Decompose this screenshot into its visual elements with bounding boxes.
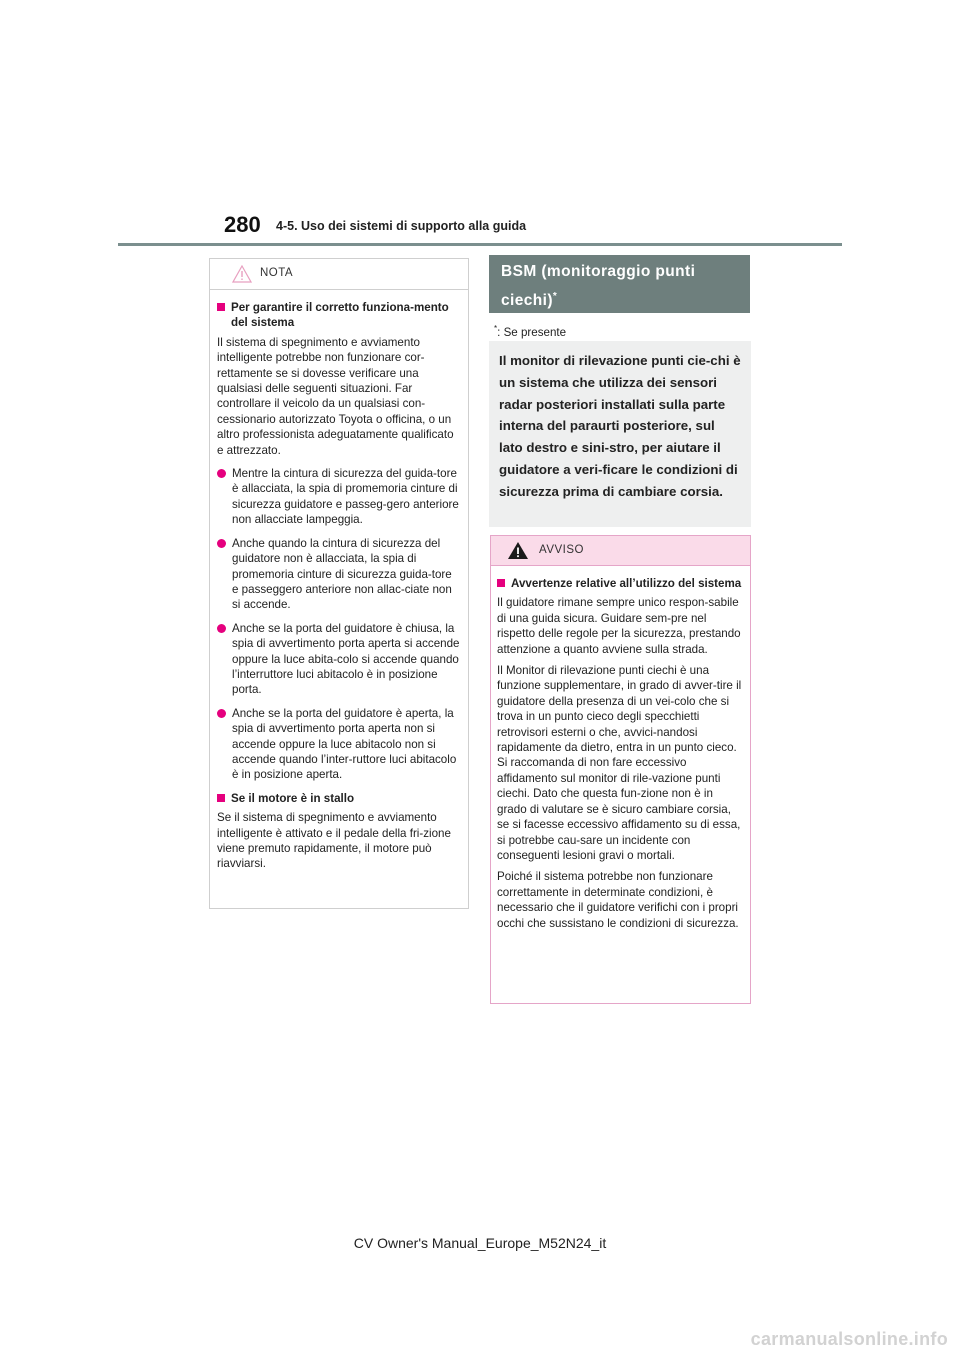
nota-label: NOTA <box>260 267 294 279</box>
avviso-label: AVVISO <box>539 544 584 556</box>
page-number: 280 <box>224 212 261 237</box>
avviso-paragraph: Poiché il sistema potrebbe non funzionare correttamente in determinate condizioni, è necessario che il guidatore verifichi con i propri occhi che sussistano le condizioni di sicurezza. <box>497 870 739 930</box>
footnote-text: : Se presente <box>497 325 567 339</box>
warning-triangle-outline-icon <box>232 265 252 288</box>
avviso-header <box>491 536 750 566</box>
nota-bullet-text: Anche se la porta del guidatore è chiusa, la spia di avvertimento porta aperta si accende oppure la luce abita-colo si accende quando l’interruttore luci abitacolo è in posizione porta. <box>232 621 460 697</box>
avviso-subheading-text: Avvertenze relative all’utilizzo del sistema <box>511 577 742 590</box>
avviso-paragraph: Il Monitor di rilevazione punti ciechi è una funzione supplementare, in grado di avver-tire il guidatore della presenza di un vei-colo che si trova in un punto cieco degli specchietti retrovisori esterni o che, avvici-nandosi rapidamente da dietro, entra in un punto cieco. Si raccomanda di non fare eccessivo affidamento sul monitor di rile-vazione punti ciechi. Dato che questa fun-zione non è in grado di valutare se è sicuro cambiare corsia, se si facesse eccessivo affidamento su di essa, si potrebbe cau-sare un incidente con conseguenti lesioni gravi o mortali. <box>497 664 742 862</box>
bsm-title-text: BSM (monitoraggio punti ciechi) <box>501 263 696 310</box>
avviso-body <box>491 566 750 931</box>
nota-paragraph: Il sistema di spegnimento e avviamento intelligente potrebbe non funzionare cor-rettamente se si dovesse verificare una qualsiasi delle seguenti situazioni. Far controllare il veicolo da un qualsiasi con-cessionario autorizzato Toyota o officina, o un altro professionista adeguatamente qualificato e attrezzato. <box>217 335 454 457</box>
avviso-paragraph: Il guidatore rimane sempre unico respon-sabile di una guida sicura. Guidare sem-pre nel rispetto delle regole per la sicurezza, prestando attenzione a quanto avviene sulla strada. <box>497 596 741 656</box>
nota-box <box>209 258 469 909</box>
nota-body <box>210 290 468 872</box>
nota-bullet <box>217 536 460 613</box>
footnote-asterisk: * <box>494 324 498 333</box>
nota-bullet <box>217 466 460 528</box>
round-bullet-icon <box>217 539 226 548</box>
round-bullet-icon <box>217 624 226 633</box>
nota-subheading-text: Se il motore è in stallo <box>231 791 355 805</box>
round-bullet-icon <box>217 469 226 478</box>
nota-bullet-text: Anche se la porta del guidatore è aperta, la spia di avvertimento porta aperta non si accende oppure la luce abitacolo non si accende quando l’inter-ruttore luci abitacolo è in posizione aperta. <box>232 706 457 782</box>
square-bullet-icon <box>217 794 225 802</box>
bsm-intro-box: Il monitor di rilevazione punti cie-chi è un sistema che utilizza dei sensori radar posteriori installati sulla parte interna del paraurti posteriore, sul lato destro e sini-stro, per aiutare il guidatore a veri-ficare le condizioni di sicurezza prima di cambiare corsia. <box>489 341 751 527</box>
nota-bullet <box>217 706 460 783</box>
avviso-subheading <box>497 576 744 591</box>
bsm-title-asterisk: * <box>552 291 558 302</box>
warning-triangle-filled-icon <box>507 541 529 565</box>
header-rule <box>118 243 842 246</box>
nota-header <box>210 259 468 290</box>
nota-paragraph: Se il sistema di spegnimento e avviamento intelligente è attivato e il pedale della fri-zione viene premuto rapidamente, il motore può riavviarsi. <box>217 811 451 871</box>
nota-bullet <box>217 621 460 698</box>
avviso-box <box>490 535 751 1004</box>
nota-subheading <box>217 791 460 806</box>
round-bullet-icon <box>217 709 226 718</box>
nota-subheading <box>217 300 460 331</box>
section-title: 4-5. Uso dei sistemi di supporto alla guida <box>276 219 527 233</box>
footnote <box>494 324 566 339</box>
nota-bullet-text: Mentre la cintura di sicurezza del guida-tore è allacciata, la spia di promemoria cinture di sicurezza guidatore e passeg-gero anteriore non allacciate lampeggia. <box>232 467 459 527</box>
manual-footer: CV Owner's Manual_Europe_M52N24_it <box>353 1235 607 1251</box>
square-bullet-icon <box>217 303 225 311</box>
nota-subheading-text: Per garantire il corretto funziona-mento del sistema <box>231 301 449 330</box>
nota-bullet-text: Anche quando la cintura di sicurezza del guidatore non è allacciata, la spia di promemoria cinture di sicurezza guida-tore e passeggero anteriore non allac-ciate non si accende. <box>232 536 452 612</box>
bsm-section-title <box>489 255 750 313</box>
square-bullet-icon <box>497 579 505 587</box>
watermark: carmanualsonline.info <box>750 1329 948 1349</box>
